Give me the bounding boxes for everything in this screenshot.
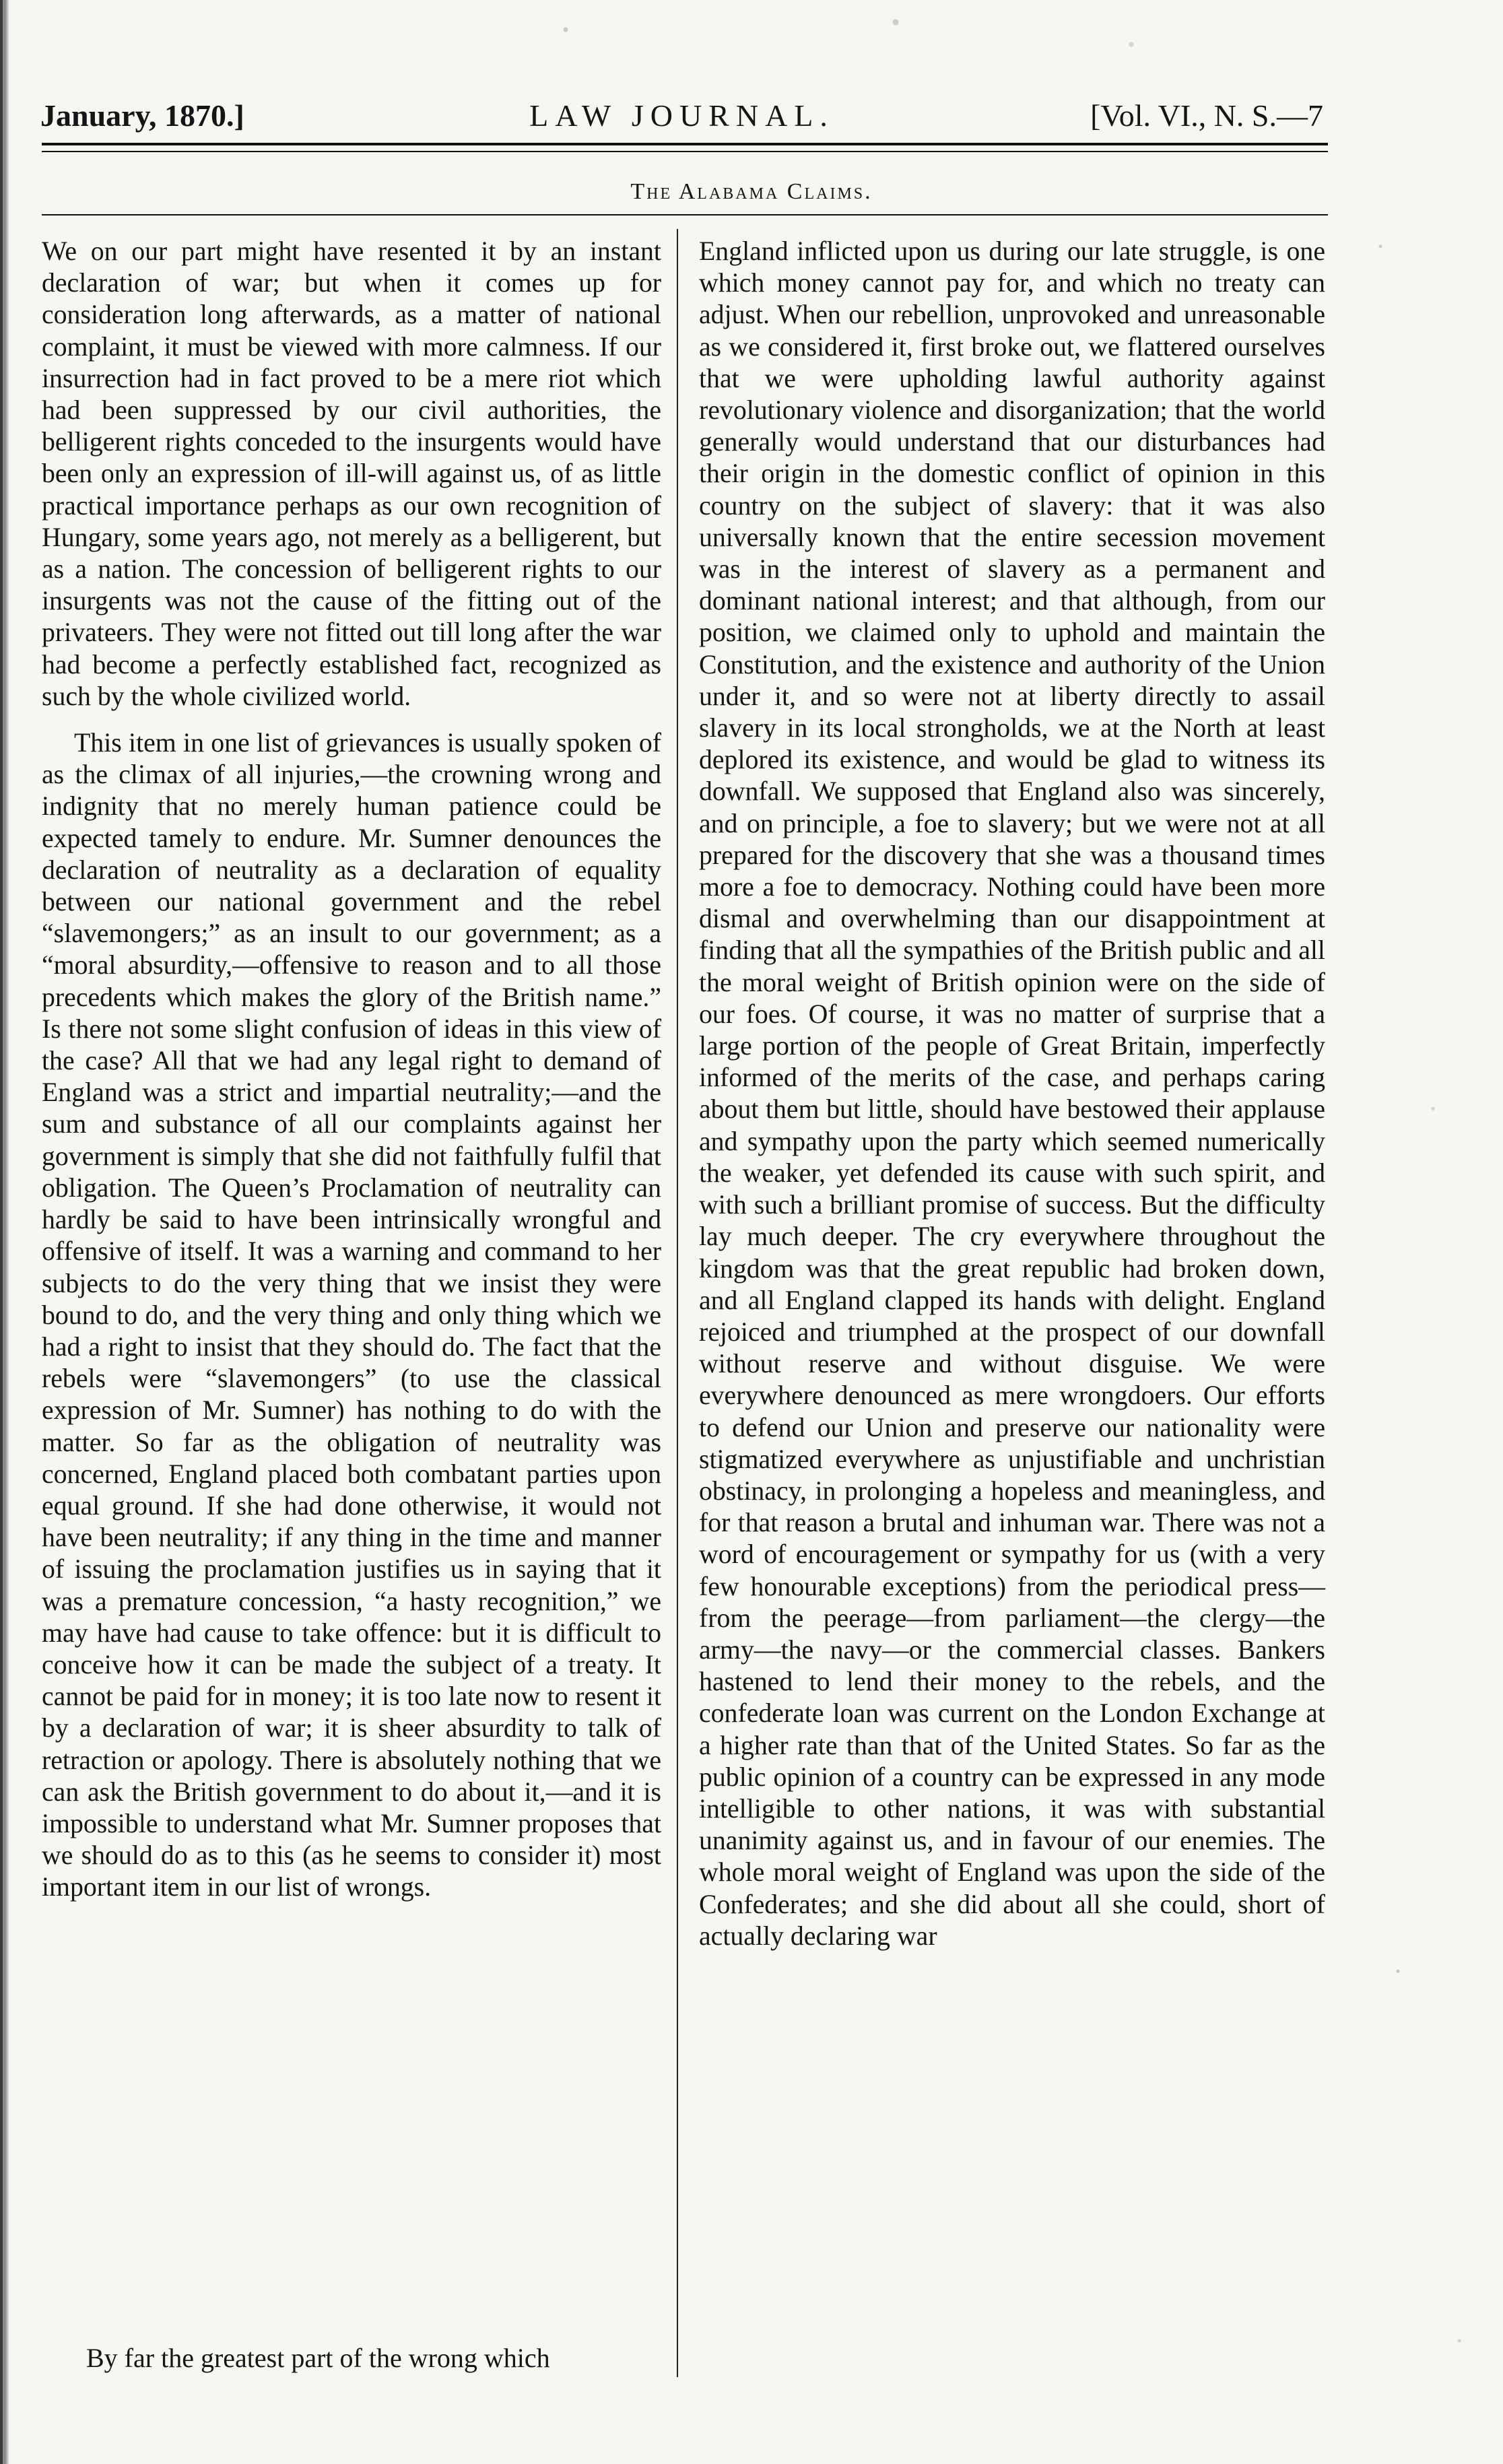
column-divider (677, 229, 678, 2377)
page-margin-speckle (1328, 0, 1503, 2464)
volume-info: [Vol. VI., N. S.—7 (1090, 98, 1323, 133)
issue-date: January, 1870.] (40, 98, 244, 133)
paragraph-start: By far the greatest part of the wrong which (86, 2343, 550, 2373)
left-column (42, 236, 661, 1904)
title-rule (42, 214, 1328, 215)
publication-title: LAW JOURNAL. (529, 98, 834, 133)
masthead (40, 98, 1323, 145)
paragraph: We on our part might have resented it by an instant declaration of war; but when it comes up for consideration long afterwards, as a matter of national complaint, it must be viewed with more calmness. If our insurrection had in fact proved to be a mere riot which had been suppressed by our civil authorities, the belligerent rights conceded to the insurgents would have been only an expression of ill-will against us, of as little practical importance perhaps as our own recognition of Hungary, some years ago, not merely as a belligerent, but as a nation. The concession of belligerent rights to our insurgents was not the cause of the fitting out of the privateers. They were not fitted out till long after the war had become a perfectly established fact, recognized as such by the whole civilized world. (42, 236, 661, 711)
article-title: The Alabama Claims. (630, 179, 873, 204)
right-column (699, 236, 1325, 1952)
paragraph: This item in one list of grievances is usually spoken of as the climax of all injuries,—the crowning wrong and indignity that no merely human patience could be expected tamely to endure. Mr. Sumner denounces the declaration of neutrality as a declaration of equality between our national government and the rebel “slavemongers;” as an insult to our government; as a “moral absurdity,—offensive to reason and to all those precedents which makes the glory of the British name.” Is there not some slight confusion of ideas in this view of the case? All that we had any legal right to demand of England was a strict and impartial neutrality;—and the sum and substance of all our complaints against her government is simply that she did not faithfully fulfil that obligation. The Queen’s Proclamation of neutrality can hardly be said to have been intrinsically wrongful and offensive of itself. It was a warning and command to her subjects to do the very thing that we insist they were bound to do, and the very thing and only thing which we had a right to insist that they should do. The fact that the rebels were “slavemongers” (to use the classical expression of Mr. Sumner) has nothing to do with the matter. So far as the obligation of neutrality was concerned, England placed both combatant parties upon equal ground. If she had done otherwise, it would not have been neutrality; if any thing in the time and manner of issuing the proclamation justifies us in saying that it was a premature concession, “a hasty recognition,” we may have had cause to take offence: but it is difficult to conceive how it can be made the subject of a treaty. It cannot be paid for in money; it is too late now to resent it by a declaration of war; it is sheer absurdity to talk of retraction or apology. There is absolutely nothing that we can ask the British government to do about it,—and it is impossible to understand what Mr. Sumner proposes that we should do as to this (as he seems to consider it) most important item in our list of wrongs. (42, 728, 661, 1902)
paragraph: England inflicted upon us during our late struggle, is one which money cannot pay for, and which no treaty can adjust. When our rebellion, unprovoked and unreasonable as we considered it, first broke out, we flattered ourselves that we were upholding lawful authority against revolutionary violence and disorganization; that the world generally would understand that our disturbances had their origin in the domestic conflict of opinion in this country on the subject of slavery: that it was also universally known that the entire secession movement was in the interest of slavery as a permanent and dominant national interest; and that although, from our position, we claimed only to uphold and maintain the Constitution, and the existence and authority of the Union under it, and so were not at liberty directly to assail slavery in its local strongholds, we at the North at least deplored its existence, and would be glad to witness its downfall. We supposed that England also was sincerely, and on principle, a foe to slavery; but we were not at all prepared for the discovery that she was a thousand times more a foe to democracy. Nothing could have been more dismal and overwhelming than our disappointment at finding that all the sympathies of the British public and all the moral weight of British opinion were on the side of our foes. Of course, it was no matter of surprise that a large portion of the people of Great Britain, imperfectly informed of the merits of the case, and perhaps caring about them but little, should have bestowed their applause and sympathy upon the party which seemed numerically the weaker, yet defended its cause with such spirit, and with such a brilliant promise of success. But the difficulty lay much deeper. The cry everywhere throughout the kingdom was that the great republic had broken down, and all England clapped its hands with delight. England rejoiced and triumphed at the prospect of our downfall without reserve and without disguise. We were everywhere denounced as mere wrongdoers. Our efforts to defend our Union and preserve our nationality were stigmatized everywhere as unjustifiable and unchristian obstinacy, in prolonging a hopeless and meaningless, and for that reason a brutal and inhuman war. There was not a word of encouragement or sympathy for us (with a very few honourable exceptions) from the periodical press—from the peerage—from parliament—the clergy—the army—the navy—or the commercial classes. Bankers hastened to lend their money to the rebels, and the confederate loan was current on the London Exchange at a higher rate than that of the United States. So far as the public opinion of a country can be expressed in any mode intelligible to other nations, it was with substantial unanimity against us, and in favour of our enemies. The whole moral weight of England was upon the side of the Confederates; and she did about all she could, short of actually declaring war (699, 236, 1325, 1951)
header-rule (42, 143, 1328, 152)
binding-edge (0, 0, 15, 2464)
print-blemish (377, 0, 1320, 74)
